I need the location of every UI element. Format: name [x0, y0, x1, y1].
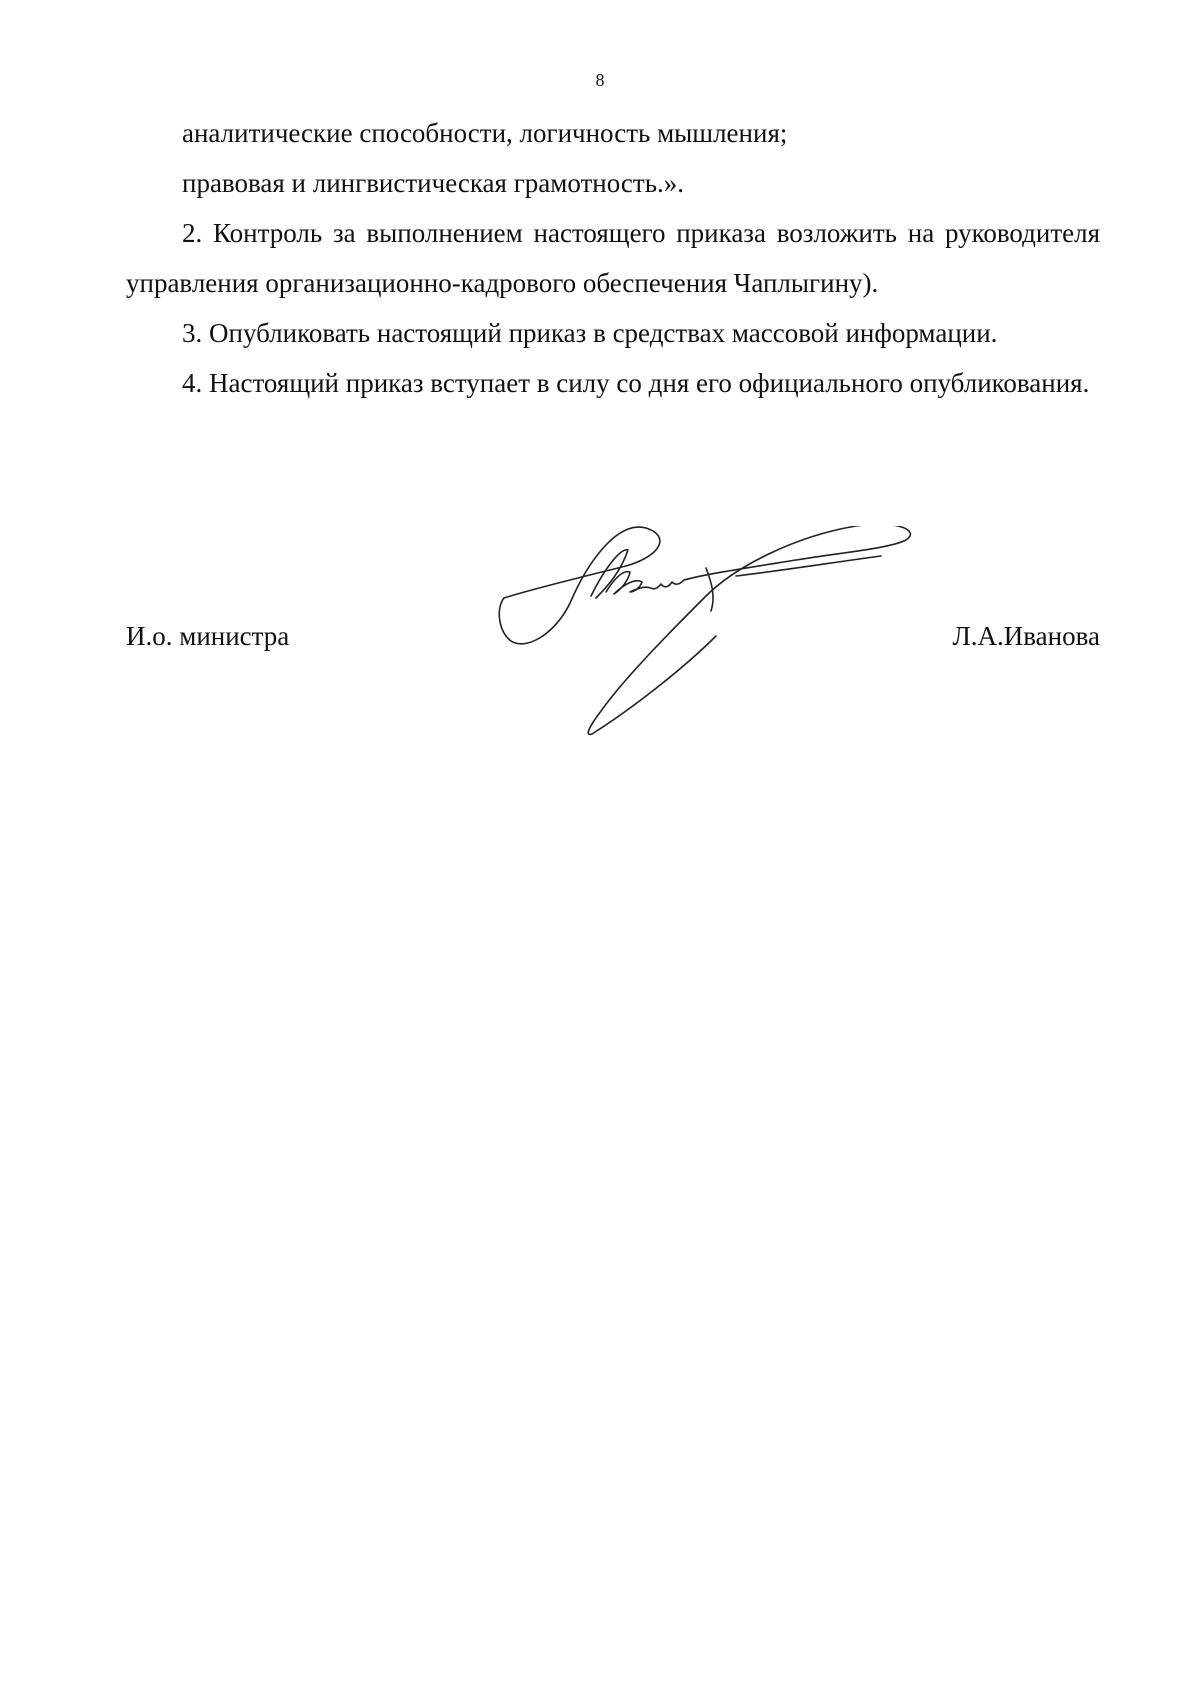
- signature-block: [126, 526, 1100, 746]
- paragraph-item-2: 2. Контроль за выполнением настоящего приказа возложить на руководителя управления организационно-кадрового обеспечения Чаплыгину).: [126, 218, 1100, 298]
- page-number: 8: [595, 70, 605, 90]
- signer-name: Л.А.Иванова: [952, 621, 1100, 651]
- document-body: [126, 108, 1100, 408]
- paragraph-item-4: 4. Настоящий приказ вступает в силу со дня его официального опубликования.: [182, 368, 1090, 398]
- paragraph-item-3: 3. Опубликовать настоящий приказ в средствах массовой информации.: [182, 318, 998, 348]
- handwritten-signature-icon: [496, 526, 916, 746]
- signer-position: И.о. министра: [126, 621, 290, 651]
- paragraph-skills-1: аналитические способности, логичность мышления;: [182, 118, 788, 148]
- paragraph-skills-2: правовая и лингвистическая грамотность.».: [182, 168, 685, 198]
